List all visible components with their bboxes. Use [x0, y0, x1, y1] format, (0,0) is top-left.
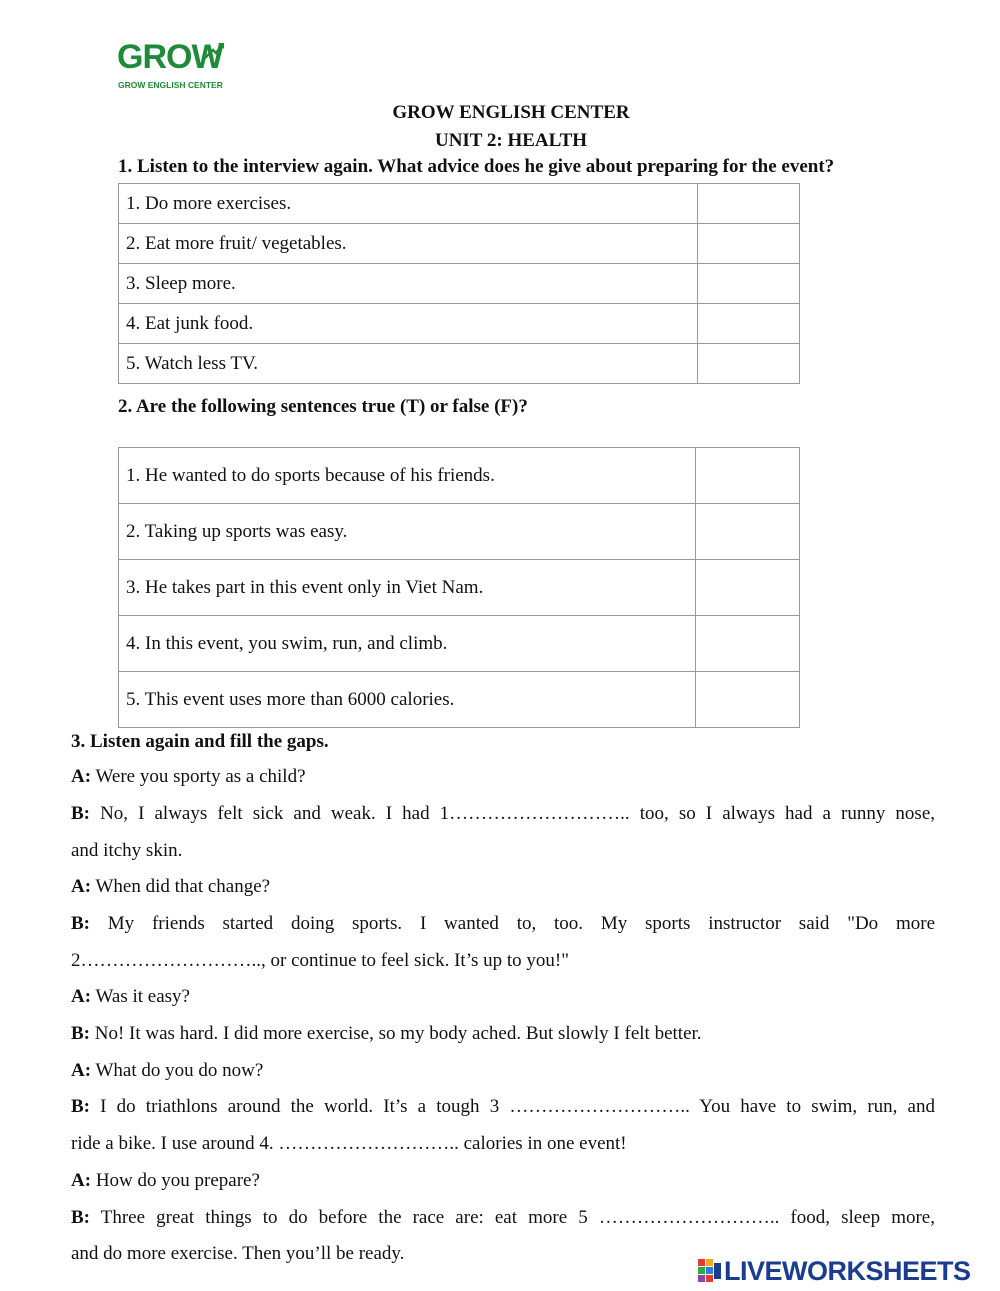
table-row: [119, 616, 800, 672]
center-name-title: GROW ENGLISH CENTER: [392, 102, 630, 123]
table-row: [119, 184, 800, 224]
dialogue-text: No, I always felt sick and weak. I had 1……………………….. too, so I always had a runny nose,: [90, 803, 935, 824]
table-row: [119, 504, 800, 560]
logo-wordmark: GROW: [117, 38, 223, 76]
dialogue-line: [71, 1060, 935, 1082]
dialogue-text: and itchy skin.: [71, 840, 183, 861]
answer-box[interactable]: [698, 304, 800, 344]
table-row: [119, 672, 800, 728]
dialogue-text: No! It was hard. I did more exercise, so my body ached. But slowly I felt better.: [90, 1023, 702, 1044]
dialogue-text: Were you sporty as a child?: [91, 766, 306, 787]
advice-table: [118, 183, 800, 384]
answer-box[interactable]: [698, 224, 800, 264]
speaker-label: A:: [71, 876, 92, 897]
dialogue-line: [71, 1023, 935, 1045]
dialogue-text: 2……………………….., or continue to feel sick. It’s up to you!": [71, 950, 569, 971]
dialogue-line: [71, 876, 935, 898]
statement-cell: 2. Eat more fruit/ vegetables.: [119, 224, 698, 264]
statement-cell: 4. Eat junk food.: [119, 304, 698, 344]
table-row: [119, 264, 800, 304]
dialogue-line: [71, 840, 935, 862]
answer-box[interactable]: [696, 560, 800, 616]
section1-heading: 1. Listen to the interview again. What advice does he give about preparing for the event?: [118, 156, 835, 177]
speaker-label: A:: [71, 1170, 92, 1191]
statement-cell: 1. He wanted to do sports because of his friends.: [119, 448, 696, 504]
dialogue-line: [71, 986, 935, 1008]
colored-blocks-icon: [698, 1259, 722, 1283]
dialogue-text: What do you do now?: [91, 1060, 264, 1081]
liveworksheets-logo: [698, 1256, 994, 1286]
dialogue-text: When did that change?: [91, 876, 271, 897]
table-row: [119, 344, 800, 384]
statement-cell: 1. Do more exercises.: [119, 184, 698, 224]
answer-box[interactable]: [698, 184, 800, 224]
speaker-label: A:: [71, 1060, 92, 1081]
table-row: [119, 560, 800, 616]
logo-subtitle: GROW ENGLISH CENTER: [118, 80, 223, 90]
growth-arrow-icon: [203, 40, 225, 62]
table-row: [119, 448, 800, 504]
speaker-label: B:: [71, 913, 90, 934]
statement-cell: 2. Taking up sports was easy.: [119, 504, 696, 560]
true-false-table: [118, 447, 800, 728]
answer-box[interactable]: [696, 616, 800, 672]
dialogue-line: [71, 913, 935, 935]
dialogue-text: Three great things to do before the race are: eat more 5 ……………………….. food, sleep more,: [90, 1207, 935, 1228]
dialogue-text: I do triathlons around the world. It’s a tough 3 ……………………….. You have to swim, run, and: [90, 1096, 935, 1117]
statement-cell: 5. This event uses more than 6000 calories.: [119, 672, 696, 728]
answer-box[interactable]: [698, 344, 800, 384]
statement-cell: 4. In this event, you swim, run, and climb.: [119, 616, 696, 672]
dialogue-text: and do more exercise. Then you’ll be ready.: [71, 1243, 405, 1264]
dialogue-text: My friends started doing sports. I wanted to, too. My sports instructor said "Do more: [90, 913, 935, 934]
dialogue-line: [71, 1096, 935, 1118]
speaker-label: B:: [71, 1096, 90, 1117]
speaker-label: B:: [71, 1023, 90, 1044]
statement-cell: 5. Watch less TV.: [119, 344, 698, 384]
dialogue-text: ride a bike. I use around 4. ……………………….. calories in one event!: [71, 1133, 627, 1154]
speaker-label: B:: [71, 1207, 90, 1228]
statement-cell: 3. Sleep more.: [119, 264, 698, 304]
table-row: [119, 304, 800, 344]
dialogue-text: How do you prepare?: [91, 1170, 260, 1191]
speaker-label: B:: [71, 803, 90, 824]
dialogue-line: [71, 950, 935, 972]
dialogue-line: [71, 803, 935, 825]
speaker-label: A:: [71, 986, 92, 1007]
answer-box[interactable]: [696, 504, 800, 560]
answer-box[interactable]: [696, 448, 800, 504]
dialogue-line: [71, 1170, 935, 1192]
grow-logo: [117, 40, 227, 92]
table-row: [119, 224, 800, 264]
dialogue-text: Was it easy?: [91, 986, 190, 1007]
dialogue-line: [71, 1133, 935, 1155]
liveworksheets-wordmark: LIVEWORKSHEETS: [724, 1256, 971, 1286]
section3-heading: 3. Listen again and fill the gaps.: [71, 731, 329, 752]
speaker-label: A:: [71, 766, 92, 787]
dialogue-line: [71, 766, 935, 788]
unit-title: UNIT 2: HEALTH: [434, 130, 588, 151]
answer-box[interactable]: [696, 672, 800, 728]
statement-cell: 3. He takes part in this event only in Viet Nam.: [119, 560, 696, 616]
section2-heading: 2. Are the following sentences true (T) or false (F)?: [118, 396, 528, 417]
answer-box[interactable]: [698, 264, 800, 304]
dialogue-line: [71, 1207, 935, 1229]
